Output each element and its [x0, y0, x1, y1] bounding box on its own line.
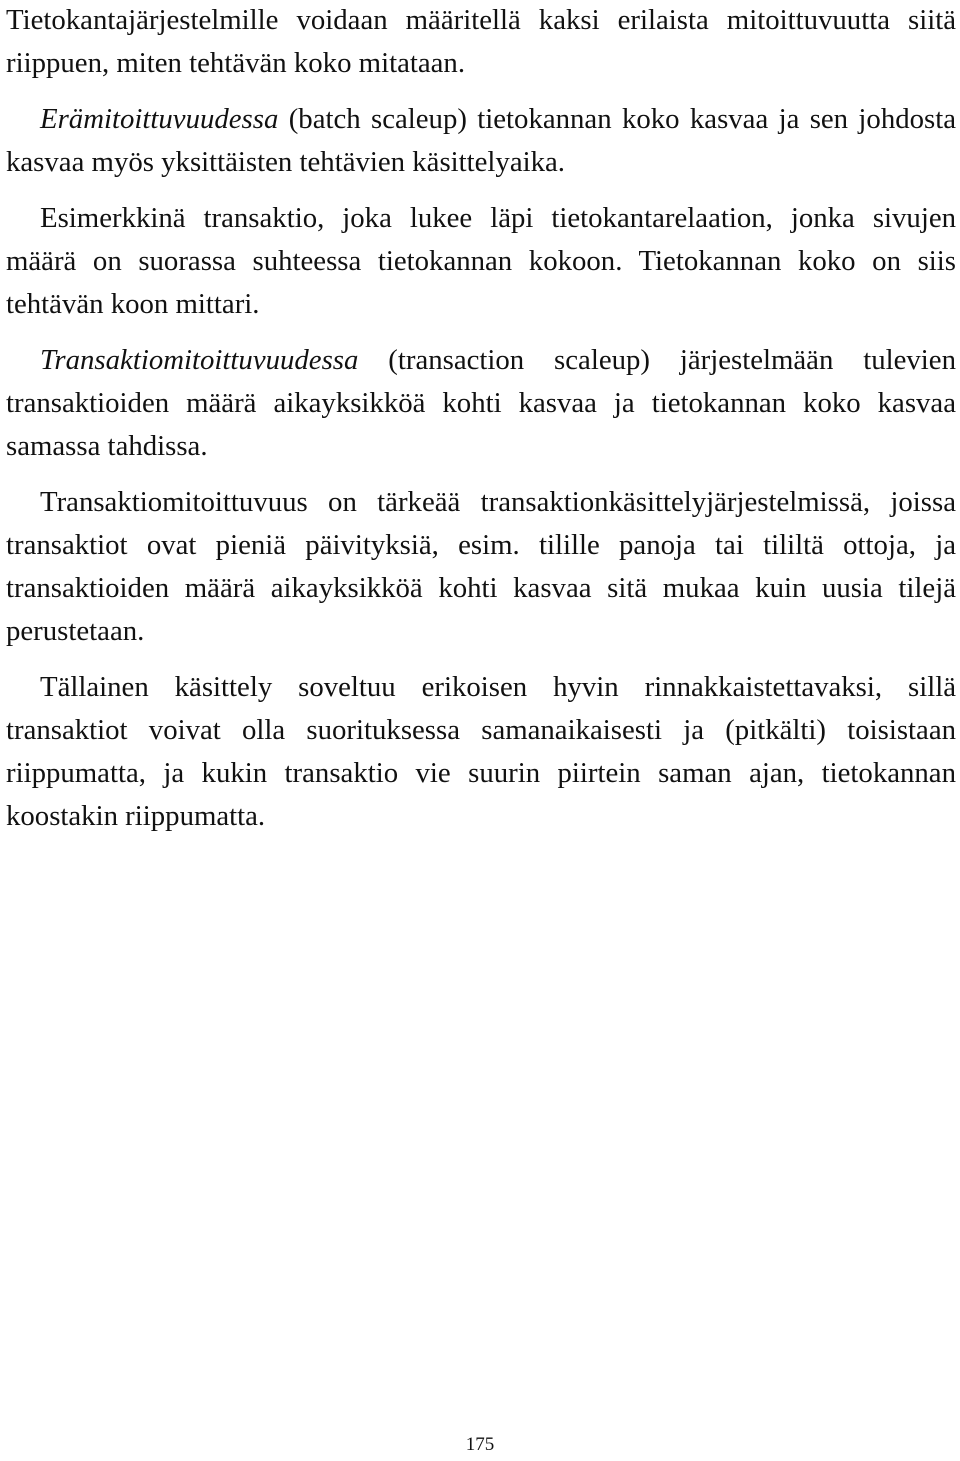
paragraph-batch-scaleup: Erämitoittuvuudessa (batch scaleup) tietokannan koko kasvaa ja sen johdosta kasvaa myös yksittäisten tehtävien käsittelyaika.	[6, 103, 956, 178]
paragraph-transaction-scaleup: Transaktiomitoittuvuudessa (transaction scaleup) järjestelmään tulevien transaktioiden määrä aikayksikköä kohti kasvaa ja tietokannan koko kasvaa samassa tahdissa.	[6, 344, 956, 462]
paragraph-parallelism: Tällainen käsittely soveltuu erikoisen hyvin rinnakkaistettavaksi, sillä transaktiot voivat olla suorituksessa samanaikaisesti ja (pitkälti) toisistaan riippumatta, ja kukin transaktio vie suurin piirtein saman ajan, tietokannan koostakin riippumatta.	[6, 671, 956, 832]
term-batch-scaleup: Erämitoittuvuudessa	[40, 103, 279, 135]
term-transaction-scaleup: Transaktiomitoittuvuudessa	[40, 344, 359, 376]
page-number: 175	[465, 1434, 495, 1455]
paragraph-batch-example: Esimerkkinä transaktio, joka lukee läpi tietokantarelaation, jonka sivujen määrä on suorassa suhteessa tietokannan kokoon. Tietokannan koko on siis tehtävän koon mittari.	[6, 202, 956, 320]
paragraph-transaction-importance: Transaktiomitoittuvuus on tärkeää transaktionkäsittelyjärjestelmissä, joissa transaktiot ovat pieniä päivityksiä, esim. tilille panoja tai tililtä ottoja, ja transaktioiden määrä aikayksikköä kohti kasvaa sitä mukaa kuin uusia tilejä perustetaan.	[6, 486, 956, 647]
paragraph-intro: Tietokantajärjestelmille voidaan määritellä kaksi erilaista mitoittuvuutta siitä riippuen, miten tehtävän koko mitataan.	[6, 4, 956, 79]
document-body	[6, 0, 956, 851]
